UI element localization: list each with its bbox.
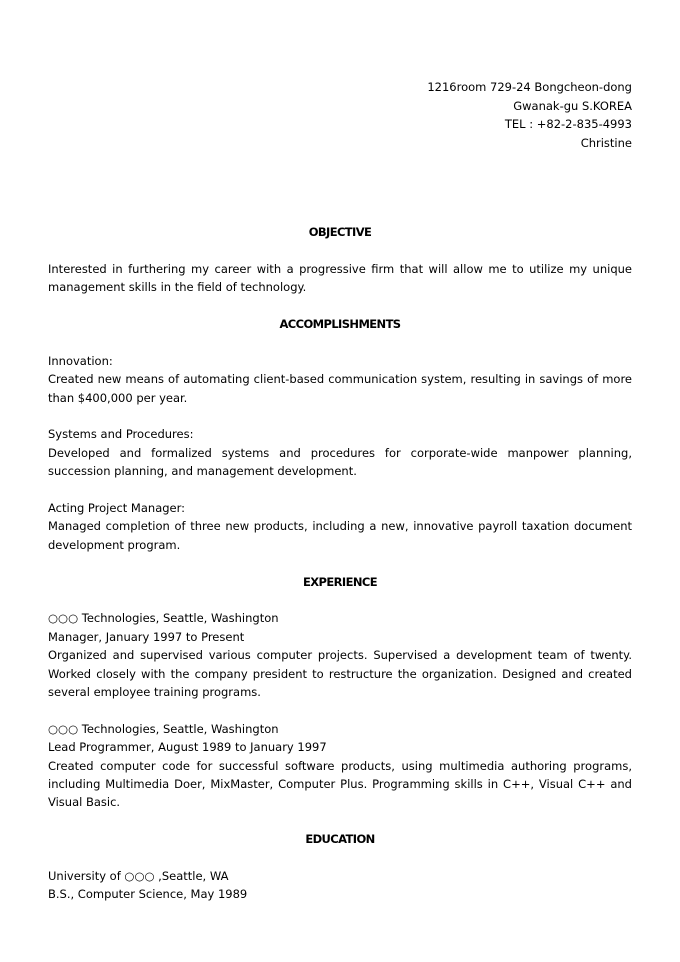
- spacer: [48, 849, 632, 867]
- accomplishment-title: Innovation:: [48, 353, 113, 368]
- spacer: [48, 407, 632, 425]
- resume-body: [48, 223, 632, 904]
- accomplishment-title: Systems and Procedures:: [48, 427, 194, 442]
- job-company: ○○○ Technologies, Seattle, Washington: [48, 721, 279, 736]
- applicant-name: Christine: [580, 135, 632, 150]
- spacer: [48, 812, 632, 830]
- spacer: [48, 297, 632, 315]
- education-heading: EDUCATION: [305, 832, 375, 847]
- phone-line: TEL : +82-2-835-4993: [504, 117, 632, 131]
- address-line-2: Gwanak-gu S.KOREA: [513, 98, 632, 113]
- contact-block: [427, 78, 632, 152]
- spacer: [48, 481, 632, 499]
- job-company: ○○○ Technologies, Seattle, Washington: [48, 611, 279, 626]
- job-description: Created computer code for successful software products, using multimedia authoring programs, including Multimedia Doer, MixMaster, Computer Plus. Programming skills in C++, Visual C++ and Visual Basic.: [48, 758, 632, 810]
- accomplishment-title: Acting Project Manager:: [48, 500, 186, 515]
- objective-heading: OBJECTIVE: [308, 225, 372, 239]
- accomplishment-text: Created new means of automating client-based communication system, resulting in savings of more than $400,000 per year.: [48, 372, 632, 405]
- spacer: [48, 591, 632, 609]
- spacer: [48, 701, 632, 719]
- accomplishment-text: Developed and formalized systems and procedures for corporate-wide manpower planning, succession planning, and management development.: [48, 445, 632, 479]
- education-degree: B.S., Computer Science, May 1989: [48, 887, 248, 902]
- spacer: [48, 554, 632, 572]
- job-role: Lead Programmer, August 1989 to January 1997: [48, 740, 327, 755]
- accomplishment-text: Managed completion of three new products, including a new, innovative payroll taxation document development program.: [48, 519, 632, 552]
- address-line-1: 1216room 729-24 Bongcheon-dong: [427, 80, 632, 94]
- accomplishments-heading: ACCOMPLISHMENTS: [279, 316, 401, 331]
- experience-heading: EXPERIENCE: [303, 574, 377, 589]
- spacer: [48, 241, 632, 259]
- job-role: Manager, January 1997 to Present: [48, 629, 245, 644]
- objective-text: Interested in furthering my career with a progressive firm that will allow me to utilize my unique management skills in the field of technology.: [48, 261, 632, 295]
- job-description: Organized and supervised various computer projects. Supervised a development team of twenty. Worked closely with the company president to restructure the organization. Designed and created several employee training programs.: [48, 648, 632, 699]
- education-school: University of ○○○ ,Seattle, WA: [48, 869, 229, 883]
- spacer: [48, 333, 632, 351]
